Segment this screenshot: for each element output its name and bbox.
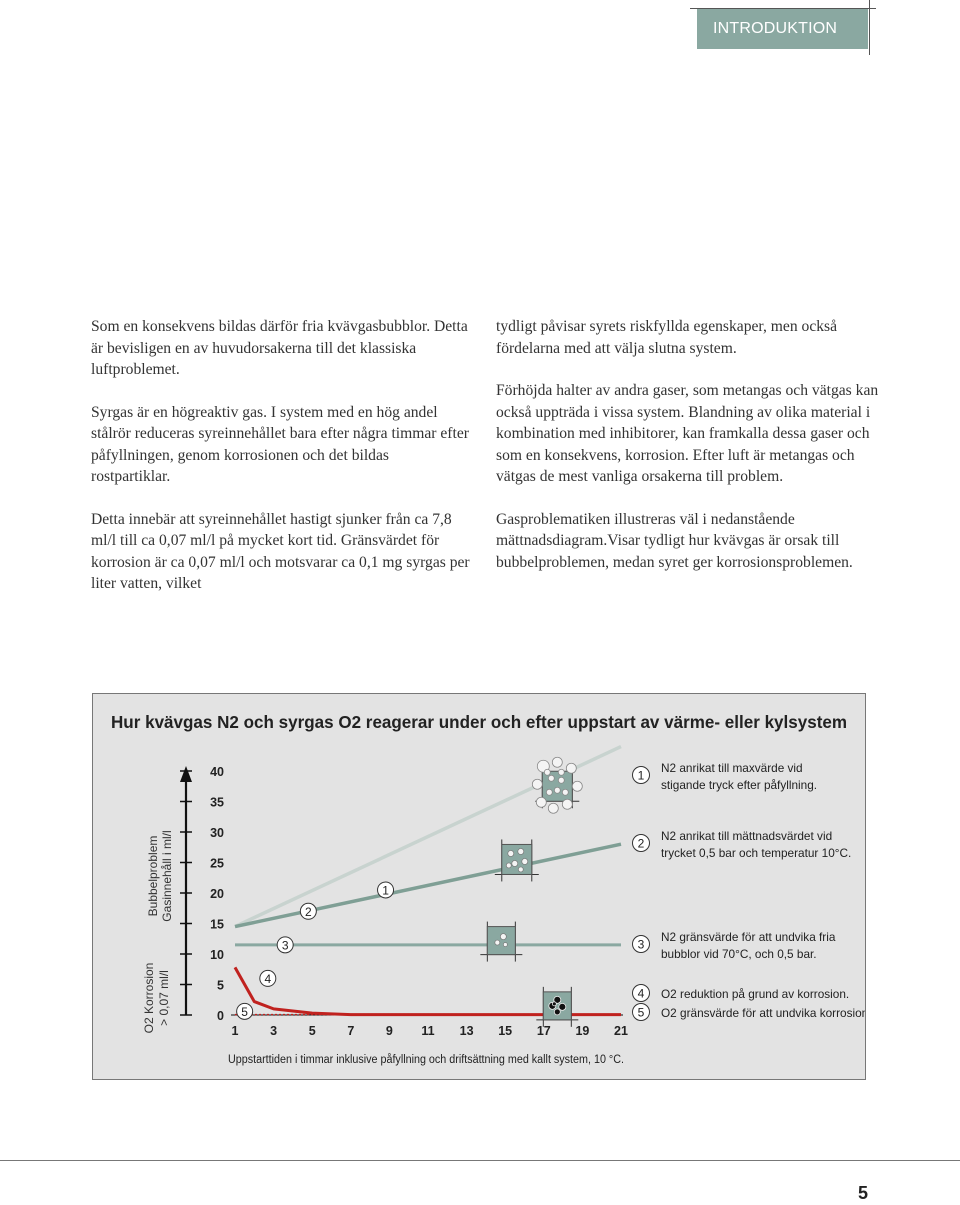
x-tick-label: 3 xyxy=(270,1024,278,1038)
bubble-box-large-bubbles xyxy=(532,757,582,813)
x-tick-label: 17 xyxy=(536,1024,551,1038)
box-fill xyxy=(487,927,515,955)
x-tick-label: 13 xyxy=(459,1024,474,1038)
y-tick-label: 25 xyxy=(210,856,224,871)
x-tick-label: 21 xyxy=(614,1024,628,1038)
x-tick-label: 7 xyxy=(347,1024,355,1038)
legend xyxy=(633,761,866,1021)
y-axis-label-upper-1: Bubbelproblem xyxy=(146,835,160,917)
rust-particle xyxy=(559,1003,566,1010)
y-axis-arrow xyxy=(180,766,192,782)
y-axis-label-lower-1: O2 Korrosion xyxy=(142,962,156,1034)
bubble xyxy=(500,934,506,940)
tab-divider-vertical xyxy=(869,0,870,55)
series-line-2 xyxy=(235,844,621,926)
bubble xyxy=(552,757,562,767)
paragraph: Syrgas är en högreaktiv gas. I system med en hög andel stålrör reduceras syreinnehållet bara efter några timmar efter påfyllningen, genom korrosionen och det bildas rostpartiklar. xyxy=(91,403,469,485)
paragraph: tydligt påvisar syrets riskfyllda egenskaper, men också fördelarna med att välja slutna system. xyxy=(496,318,838,357)
paragraph: Detta innebär att syreinnehållet hastigt sjunker från ca 7,8 ml/l till ca 0,07 ml/l på mycket kort tid. Gränsvärdet för korrosion är ca 0,07 ml/l och motsvarar ca 0,1 mg syrgas per liter vatten, vilket xyxy=(91,510,470,592)
series-marker-3-number: 3 xyxy=(281,938,289,953)
bubble xyxy=(512,860,518,866)
legend-text-line-1: O2 reduktion på grund av korrosion. xyxy=(661,987,850,1001)
legend-text-line-2: stigande tryck efter påfyllning. xyxy=(661,778,818,792)
bubble xyxy=(518,848,524,854)
x-tick-label: 9 xyxy=(385,1024,393,1038)
legend-number: 2 xyxy=(637,836,645,851)
series-marker-5-number: 5 xyxy=(241,1004,248,1019)
bubble xyxy=(558,769,564,775)
bubble xyxy=(554,787,560,793)
series-marker-4-number: 4 xyxy=(264,971,272,986)
bubble xyxy=(522,858,528,864)
box-fill xyxy=(542,771,572,801)
x-tick-label: 5 xyxy=(308,1024,316,1038)
gas-saturation-figure xyxy=(92,693,866,1080)
legend-text-line-1: N2 gränsvärde för att undvika fria xyxy=(661,930,836,944)
bubble-box-rust-particles xyxy=(536,987,578,1027)
legend-number: 1 xyxy=(637,768,645,783)
y-tick-label: 40 xyxy=(210,765,224,779)
y-axis-label-lower-2: > 0,07 ml/l xyxy=(157,970,171,1026)
bubble xyxy=(536,797,546,807)
bubble xyxy=(503,943,507,947)
bubble xyxy=(562,789,568,795)
bubble xyxy=(548,803,558,813)
legend-text-line-1: N2 anrikat till mättnadsvärdet vid xyxy=(661,829,833,843)
bubble xyxy=(572,781,582,791)
bubble xyxy=(558,777,564,783)
bubble xyxy=(562,799,572,809)
legend-text-line-2: bubblor vid 70°C, och 0,5 bar. xyxy=(661,947,817,961)
x-tick-label: 11 xyxy=(421,1024,435,1038)
gas-saturation-chart xyxy=(93,694,865,1079)
y-tick-label: 0 xyxy=(217,1009,224,1023)
text-column-right xyxy=(496,316,881,594)
paragraph: Som en konsekvens bildas därför fria kvävgasbubblor. Detta är bevisligen en av huvudorsakerna till det klassiska luftproblemet. xyxy=(91,318,468,378)
bubble xyxy=(548,775,554,781)
text-column-left xyxy=(91,316,471,616)
bubble xyxy=(544,769,550,775)
y-tick-label: 30 xyxy=(210,826,224,840)
section-tab: INTRODUKTION xyxy=(697,9,868,49)
bubble xyxy=(518,867,523,872)
x-axis-label: Uppstarttiden i timmar inklusive påfyllning och driftsättning med kallt system, 10 °C. xyxy=(228,1054,624,1066)
paragraph: Gasproblematiken illustreras väl i nedanstående mättnadsdiagram.Visar tydligt hur kvävgas är orsak till bubbelproblemen, medan syret ger korrosionsproblemen. xyxy=(496,510,853,571)
y-axis-label-upper-2: Gasinnehåll i ml/l xyxy=(160,830,174,922)
bubble-box-medium-bubbles xyxy=(495,839,539,881)
bubble xyxy=(506,863,511,868)
y-tick-label: 5 xyxy=(217,978,224,993)
bubble xyxy=(508,850,514,856)
y-tick-label: 10 xyxy=(210,948,224,962)
bubble xyxy=(546,789,552,795)
rust-particle xyxy=(554,1009,560,1015)
x-tick-label: 15 xyxy=(498,1024,513,1038)
legend-text-line-2: trycket 0,5 bar och temperatur 10°C. xyxy=(661,846,852,860)
rust-particle xyxy=(552,1002,556,1006)
bubble xyxy=(566,763,576,773)
bubble-box-small-bubbles xyxy=(480,922,522,962)
page-number: 5 xyxy=(857,1183,868,1203)
y-tick-label: 35 xyxy=(210,795,224,810)
legend-text-line-1: N2 anrikat till maxvärde vid xyxy=(661,761,803,775)
paragraph: Förhöjda halter av andra gaser, som metangas och vätgas kan också uppträda i vissa system. Blandning av olika material i kombination med inhibitorer, kan framkalla dessa gaser och som en konsekvens, korrosion. Efter luft är metangas och vätgas de mest vanliga orsakerna till problem. xyxy=(496,382,879,485)
y-tick-label: 20 xyxy=(210,887,224,901)
series-marker-2-number: 2 xyxy=(304,904,312,919)
legend-number: 4 xyxy=(637,986,645,1001)
legend-text-line-1: O2 gränsvärde för att undvika korrosion. xyxy=(661,1006,865,1020)
series-marker-1-number: 1 xyxy=(382,883,389,898)
x-tick-label: 1 xyxy=(231,1024,239,1038)
y-tick-label: 15 xyxy=(210,917,224,932)
x-tick-label: 19 xyxy=(575,1024,590,1038)
footer-rule xyxy=(0,1160,960,1161)
bubble xyxy=(495,940,500,945)
bubble xyxy=(532,779,542,789)
legend-number: 5 xyxy=(637,1005,645,1020)
chart-title: Hur kvävgas N2 och syrgas O2 reagerar under och efter uppstart av värme- eller kylsystem xyxy=(111,712,847,732)
legend-number: 3 xyxy=(637,937,645,952)
